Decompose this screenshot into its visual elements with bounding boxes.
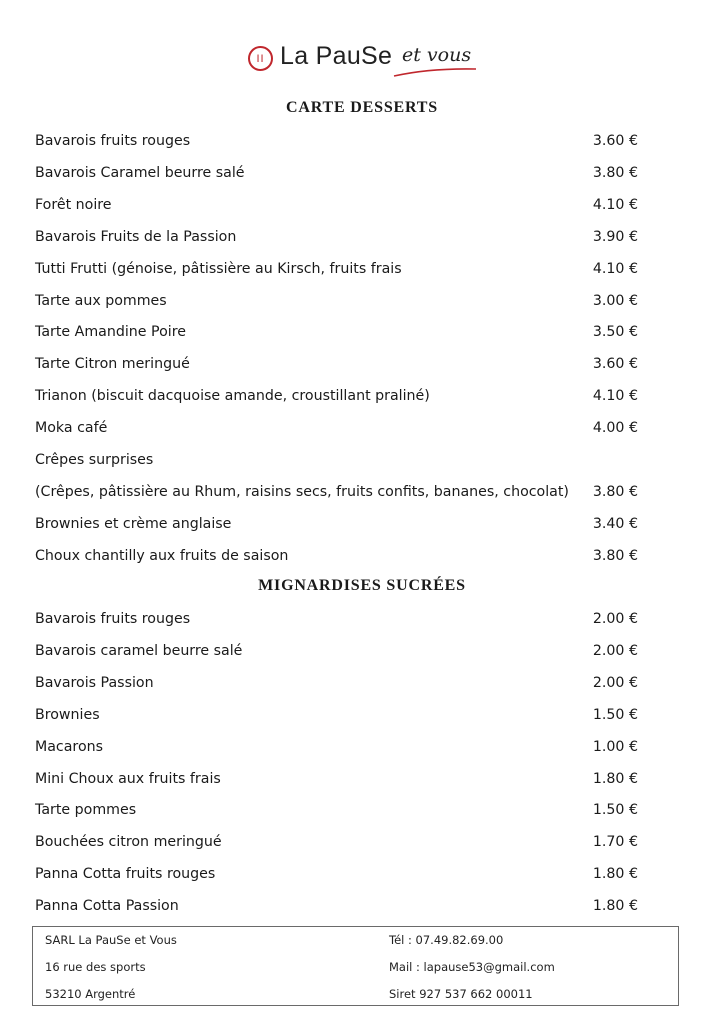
- menu-item: [35, 703, 638, 727]
- menu-item-price: 1.80 €: [592, 898, 638, 915]
- menu-item-price: 4.10 €: [592, 196, 638, 213]
- menu-item-name: Panna Cotta fruits rouges: [35, 866, 216, 883]
- menu-item-name: Tarte Amandine Poire: [35, 324, 186, 341]
- menu-item: [35, 225, 638, 249]
- menu-item: [35, 161, 638, 185]
- menu-item-name: (Crêpes, pâtissière au Rhum, raisins secs, fruits confits, bananes, chocolat): [35, 483, 569, 500]
- menu-item-price: 3.60 €: [592, 356, 638, 373]
- brand-name: La PauSe: [280, 42, 393, 70]
- menu-item: [35, 257, 638, 281]
- menu-item-name: Brownies et crème anglaise: [35, 515, 232, 532]
- menu-item: [35, 193, 638, 217]
- menu-item-name: Moka café: [35, 420, 108, 437]
- footer-city: 53210 Argentré: [45, 987, 136, 1001]
- menu-item-name: Mini Choux aux fruits frais: [35, 770, 221, 787]
- logo-mark: [248, 46, 273, 71]
- footer-box: [32, 926, 679, 1006]
- menu-item: [35, 129, 638, 153]
- menu-item-price: 4.10 €: [592, 260, 638, 277]
- menu-item: [35, 384, 638, 408]
- menu-item: [35, 639, 638, 663]
- menu-item: [35, 512, 638, 536]
- menu-item: [35, 448, 638, 472]
- menu-item: [35, 289, 638, 313]
- menu-item-name: Macarons: [35, 738, 104, 755]
- menu-item-price: 1.50 €: [592, 706, 638, 723]
- menu-item-name: Crêpes surprises: [35, 452, 154, 468]
- menu-item-price: 3.80 €: [592, 164, 638, 181]
- menu-item-name: Bavarois Fruits de la Passion: [35, 228, 237, 245]
- menu-item: [35, 671, 638, 695]
- menu-item-price: 3.00 €: [592, 292, 638, 309]
- menu-item: [35, 607, 638, 631]
- brand-script: et vous: [402, 44, 472, 66]
- menu-item-price: 4.00 €: [592, 420, 638, 437]
- brand-logo: [0, 38, 724, 82]
- menu-item: [35, 352, 638, 376]
- mignardises-title: MIGNARDISES SUCRÉES: [258, 577, 466, 594]
- menu-item: [35, 735, 638, 759]
- menu-item-name: Bavarois Caramel beurre salé: [35, 164, 245, 181]
- menu-item: [35, 480, 638, 504]
- menu-item-name: Trianon (biscuit dacquoise amande, croustillant praliné): [35, 388, 430, 405]
- menu-item-price: 3.40 €: [592, 515, 638, 532]
- menu-item-name: Bavarois caramel beurre salé: [35, 642, 243, 659]
- logo-swash-icon: [390, 66, 480, 80]
- menu-item-price: 4.10 €: [592, 388, 638, 405]
- footer-company: SARL La PauSe et Vous: [45, 933, 177, 947]
- menu-item-price: 2.00 €: [592, 611, 638, 627]
- menu-item-name: Tarte Citron meringué: [35, 356, 190, 373]
- menu-item-name: Bavarois fruits rouges: [35, 133, 191, 149]
- menu-item: [35, 416, 638, 440]
- menu-item-price: 1.50 €: [592, 802, 638, 819]
- menu-item-name: Brownies: [35, 706, 100, 723]
- menu-item-price: 2.00 €: [592, 674, 638, 691]
- footer-siret: Siret 927 537 662 00011: [389, 987, 533, 1001]
- menu-item: [35, 894, 638, 918]
- menu-item: [35, 862, 638, 886]
- menu-item-name: Tutti Frutti (génoise, pâtissière au Kirsch, fruits frais: [35, 260, 402, 277]
- menu-item-name: Choux chantilly aux fruits de saison: [35, 547, 289, 564]
- menu-item-price: 1.70 €: [592, 834, 638, 851]
- menu-item: [35, 320, 638, 344]
- menu-item: [35, 767, 638, 791]
- menu-item-price: 3.90 €: [592, 228, 638, 245]
- menu-item-name: Forêt noire: [35, 196, 112, 213]
- menu-item: [35, 798, 638, 822]
- footer-mail: Mail : lapause53@gmail.com: [389, 960, 555, 974]
- menu-item-name: Bouchées citron meringué: [35, 834, 222, 851]
- menu-item-price: 1.00 €: [592, 738, 638, 755]
- menu-item-name: Bavarois fruits rouges: [35, 611, 191, 627]
- menu-item-name: Panna Cotta Passion: [35, 898, 179, 915]
- menu-item: [35, 830, 638, 854]
- menu-item-price: 1.80 €: [592, 770, 638, 787]
- menu-item-price: 3.50 €: [592, 324, 638, 341]
- menu-item-price: 3.80 €: [592, 547, 638, 564]
- menu-item-price: 2.00 €: [592, 642, 638, 659]
- logo-mark-text: II: [256, 52, 265, 65]
- footer-street: 16 rue des sports: [45, 960, 146, 974]
- menu-item-price: 3.80 €: [592, 483, 638, 500]
- footer-phone: Tél : 07.49.82.69.00: [389, 933, 504, 947]
- menu-item-name: Tarte pommes: [35, 802, 137, 819]
- menu-item-name: Tarte aux pommes: [35, 292, 167, 309]
- menu-item-name: Bavarois Passion: [35, 674, 154, 691]
- desserts-title: CARTE DESSERTS: [286, 99, 438, 116]
- menu-item: [35, 544, 638, 568]
- menu-item-price: 3.60 €: [592, 133, 638, 149]
- menu-item-price: 1.80 €: [592, 866, 638, 883]
